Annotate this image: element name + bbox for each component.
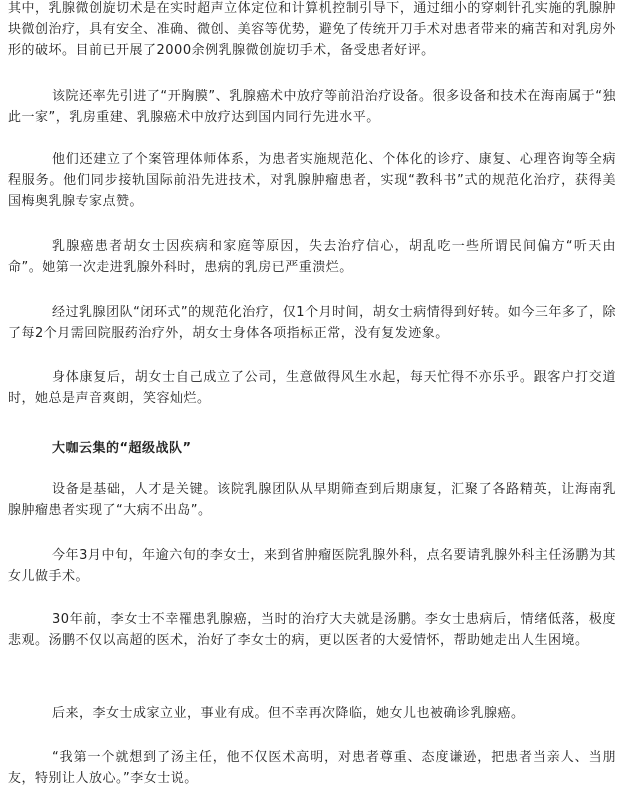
paragraph-patient-hu-diagnosis: 乳腺癌患者胡女士因疾病和家庭等原因，失去治疗信心，胡乱吃一些所谓民间偏方“听天由命”。她第一次走进乳腺外科时，患病的乳房已严重溃烂。 <box>8 239 616 275</box>
paragraph-patient-li-daughter: 后来，李女士成家立业，事业有成。但不幸再次降临，她女儿也被确诊乳腺癌。 <box>52 706 525 721</box>
paragraph-advanced-equipment: 该院还率先引进了“开胸膜”、乳腺癌术中放疗等前沿治疗设备。很多设备和技术在海南属于“独此一家”，乳房重建、乳腺癌术中放疗达到国内同行先进水平。 <box>8 89 616 125</box>
paragraph-patient-li-request: 今年3月中旬，年逾六旬的李女士，来到省肿瘤医院乳腺外科，点名要请乳腺外科主任汤鹏为其女儿做手术。 <box>8 548 616 584</box>
paragraph-patient-li-history: 30年前，李女士不幸罹患乳腺癌，当时的治疗大夫就是汤鹏。李女士患病后，情绪低落，极度悲观。汤鹏不仅以高超的医术，治好了李女士的病，更以医者的大爱情怀，帮助她走出人生困境。 <box>8 612 616 648</box>
paragraph-patient-hu-business: 身体康复后，胡女士自己成立了公司，生意做得风生水起，每天忙得不亦乐乎。跟客户打交道时，她总是声音爽朗，笑容灿烂。 <box>8 370 616 406</box>
paragraph-patient-hu-recovery: 经过乳腺团队“闭环式”的规范化治疗，仅1个月时间，胡女士病情得到好转。如今三年多了，除了每2个月需回院服药治疗外，胡女士身体各项指标正常，没有复发迹象。 <box>8 305 616 341</box>
paragraph-patient-li-quote: “我第一个就想到了汤主任，他不仅医术高明，对患者尊重、态度谦逊，把患者当亲人、当朋友，特别让人放心。”李女士说。 <box>8 750 616 786</box>
paragraph-talent-team: 设备是基础，人才是关键。该院乳腺团队从早期筛查到后期康复，汇聚了各路精英，让海南乳腺肿瘤患者实现了“大病不出岛”。 <box>8 482 616 518</box>
paragraph-minimally-invasive-surgery: 其中，乳腺微创旋切术是在实时超声立体定位和计算机控制引导下，通过细小的穿刺针孔实施的乳腺肿块微创治疗，具有安全、准确、微创、美容等优势，避免了传统开刀手术对患者带来的痛苦和对乳房外形的破坏。目前已开展了2000余例乳腺微创旋切手术，备受患者好评。 <box>8 1 616 58</box>
paragraph-case-management: 他们还建立了个案管理体师体系，为患者实施规范化、个体化的诊疗、康复、心理咨询等全病程服务。他们同步接轨国际前沿先进技术，对乳腺肿瘤患者，实现“教科书”式的规范化治疗，获得美国梅奥乳腺专家点赞。 <box>8 152 616 209</box>
section-heading-super-team: 大咖云集的“超级战队” <box>52 441 192 456</box>
